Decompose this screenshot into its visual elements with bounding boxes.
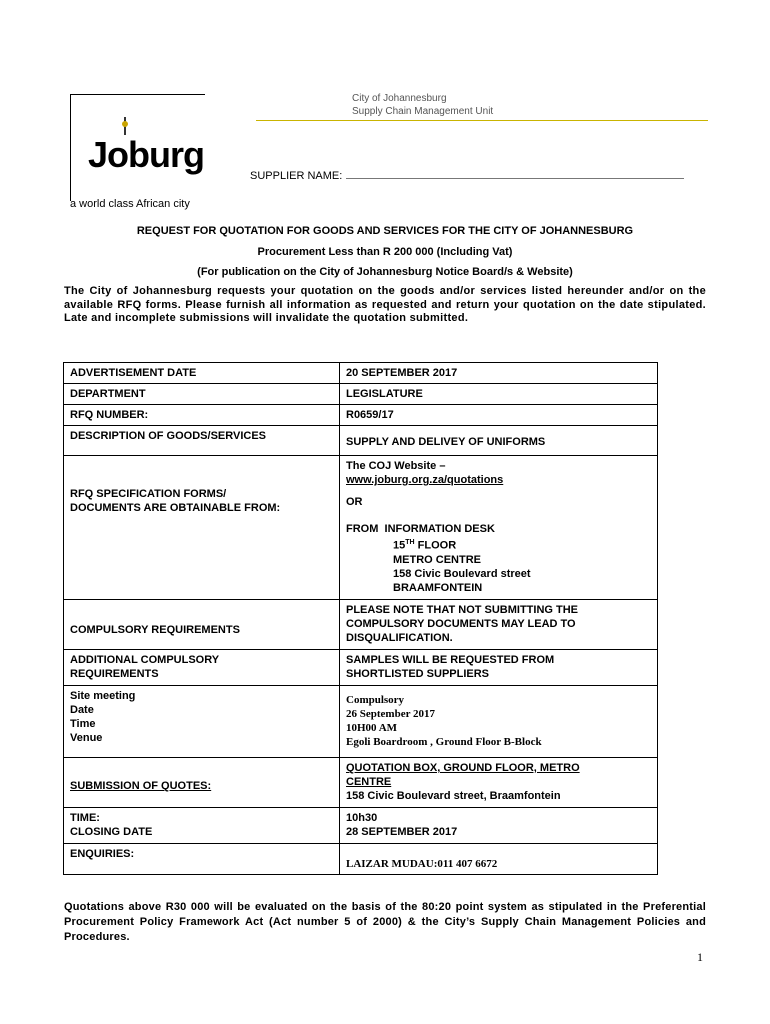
table-row bbox=[64, 758, 658, 808]
table-row bbox=[64, 686, 658, 758]
rfq-table bbox=[63, 362, 658, 875]
logo-wordmark: Joburg bbox=[88, 134, 204, 175]
table-row bbox=[64, 426, 658, 456]
time-label bbox=[64, 808, 340, 844]
header-org bbox=[352, 92, 493, 118]
logo-tagline: a world class African city bbox=[70, 198, 190, 210]
table-row bbox=[64, 844, 658, 875]
supplier-name-field bbox=[250, 169, 684, 182]
table-row bbox=[64, 600, 658, 650]
addcomp-value-line-2: SHORTLISTED SUPPLIERS bbox=[346, 668, 490, 680]
forms-floor-num: 15 bbox=[393, 539, 406, 552]
site-label-4: Venue bbox=[70, 732, 103, 744]
desc-cell bbox=[340, 426, 658, 456]
rfq-label: RFQ NUMBER: bbox=[64, 405, 340, 426]
table-row bbox=[64, 384, 658, 405]
org-name: City of Johannesburg bbox=[352, 93, 447, 104]
table-row bbox=[64, 405, 658, 426]
addcomp-value bbox=[340, 650, 658, 686]
table-row bbox=[64, 650, 658, 686]
forms-area: BRAAMFONTEIN bbox=[393, 581, 483, 594]
main-title: REQUEST FOR QUOTATION FOR GOODS AND SERVICES FOR THE CITY OF JOHANNESBURG bbox=[136, 225, 634, 237]
comp-value: PLEASE NOTE THAT NOT SUBMITTING THE COMPULSORY DOCUMENTS MAY LEAD TO DISQUALIFICATION. bbox=[340, 600, 658, 650]
table-row bbox=[64, 456, 658, 600]
forms-url-link[interactable]: www.joburg.org.za/quotations bbox=[346, 474, 504, 486]
site-value bbox=[340, 686, 658, 758]
supplier-blank-line bbox=[346, 169, 684, 179]
unit-name: Supply Chain Management Unit bbox=[352, 106, 494, 117]
rfq-value: R0659/17 bbox=[340, 405, 658, 426]
forms-value bbox=[340, 456, 658, 600]
table-row bbox=[64, 363, 658, 384]
site-label bbox=[64, 686, 340, 758]
time-label-2: CLOSING DATE bbox=[70, 826, 153, 838]
supplier-label: SUPPLIER NAME: bbox=[250, 170, 343, 182]
intro-paragraph: The City of Johannesburg requests your quotation on the goods and/or services listed hereunder and/or on the available RFQ forms. Please furnish all information as requested and return your quotation on the date stipulated. Late and incomplete submissions will invalidate the quotation submitted. bbox=[64, 285, 706, 325]
sub-value-3: 158 Civic Boulevard street, Braamfontein bbox=[346, 790, 561, 802]
forms-floor: FLOOR bbox=[417, 539, 457, 552]
forms-floor-line bbox=[346, 536, 651, 553]
forms-building: METRO CENTRE bbox=[393, 553, 481, 566]
desc-value: SUPPLY AND DELIVEY OF UNIFORMS bbox=[346, 436, 546, 448]
time-value-2: 28 SEPTEMBER 2017 bbox=[346, 826, 458, 838]
enq-cell bbox=[340, 844, 658, 875]
forms-label bbox=[64, 456, 340, 600]
forms-site: The COJ Website – bbox=[346, 460, 446, 472]
forms-label-line-1: RFQ SPECIFICATION FORMS/ bbox=[70, 488, 227, 500]
addcomp-label-line-1: ADDITIONAL COMPULSORY bbox=[70, 654, 220, 666]
site-value-3: 10H00 AM bbox=[346, 722, 398, 734]
site-value-1: Compulsory bbox=[346, 694, 405, 706]
site-value-4: Egoli Boardroom , Ground Floor B-Block bbox=[346, 736, 542, 748]
site-value-2: 26 September 2017 bbox=[346, 708, 436, 720]
enq-label: ENQUIRIES: bbox=[64, 844, 340, 875]
addcomp-label bbox=[64, 650, 340, 686]
dept-label: DEPARTMENT bbox=[64, 384, 340, 405]
procurement-title: Procurement Less than R 200 000 (Including Vat) bbox=[257, 246, 513, 258]
time-value-1: 10h30 bbox=[346, 812, 378, 824]
forms-label-line-2: DOCUMENTS ARE OBTAINABLE FROM: bbox=[70, 502, 281, 514]
desc-label: DESCRIPTION OF GOODS/SERVICES bbox=[64, 426, 340, 456]
forms-or: OR bbox=[346, 496, 363, 508]
publication-title: (For publication on the City of Johannesburg Notice Board/s & Website) bbox=[197, 266, 573, 278]
sub-value bbox=[340, 758, 658, 808]
advert-label: ADVERTISEMENT DATE bbox=[64, 363, 340, 384]
dept-value: LEGISLATURE bbox=[340, 384, 658, 405]
header-rule bbox=[256, 120, 708, 121]
site-label-2: Date bbox=[70, 704, 94, 716]
forms-from: FROM bbox=[346, 523, 379, 535]
sub-value-2: CENTRE bbox=[346, 776, 392, 788]
addcomp-label-line-2: REQUIREMENTS bbox=[70, 668, 159, 680]
time-label-1: TIME: bbox=[70, 812, 100, 824]
forms-from-line bbox=[346, 522, 651, 536]
sub-value-1: QUOTATION BOX, GROUND FLOOR, METRO bbox=[346, 762, 580, 774]
site-label-1: Site meeting bbox=[70, 690, 136, 702]
time-value bbox=[340, 808, 658, 844]
forms-desk: INFORMATION DESK bbox=[384, 523, 495, 535]
forms-street: 158 Civic Boulevard street bbox=[393, 567, 531, 580]
table-row bbox=[64, 808, 658, 844]
footer-paragraph: Quotations above R30 000 will be evaluated on the basis of the 80:20 point system as stipulated in the Preferential Procurement Policy Framework Act (Act number 5 of 2000) & the City’s Supply Chain Management Policies and Procedures. bbox=[64, 901, 706, 943]
sub-label: SUBMISSION OF QUOTES: bbox=[64, 758, 340, 808]
advert-value: 20 SEPTEMBER 2017 bbox=[340, 363, 658, 384]
site-label-3: Time bbox=[70, 718, 96, 730]
page-number: 1 bbox=[697, 950, 703, 964]
addcomp-value-line-1: SAMPLES WILL BE REQUESTED FROM bbox=[346, 654, 555, 666]
forms-floor-sup: TH bbox=[405, 539, 415, 546]
enq-value: LAIZAR MUDAU:011 407 6672 bbox=[346, 858, 498, 870]
comp-label: COMPULSORY REQUIREMENTS bbox=[64, 600, 340, 650]
